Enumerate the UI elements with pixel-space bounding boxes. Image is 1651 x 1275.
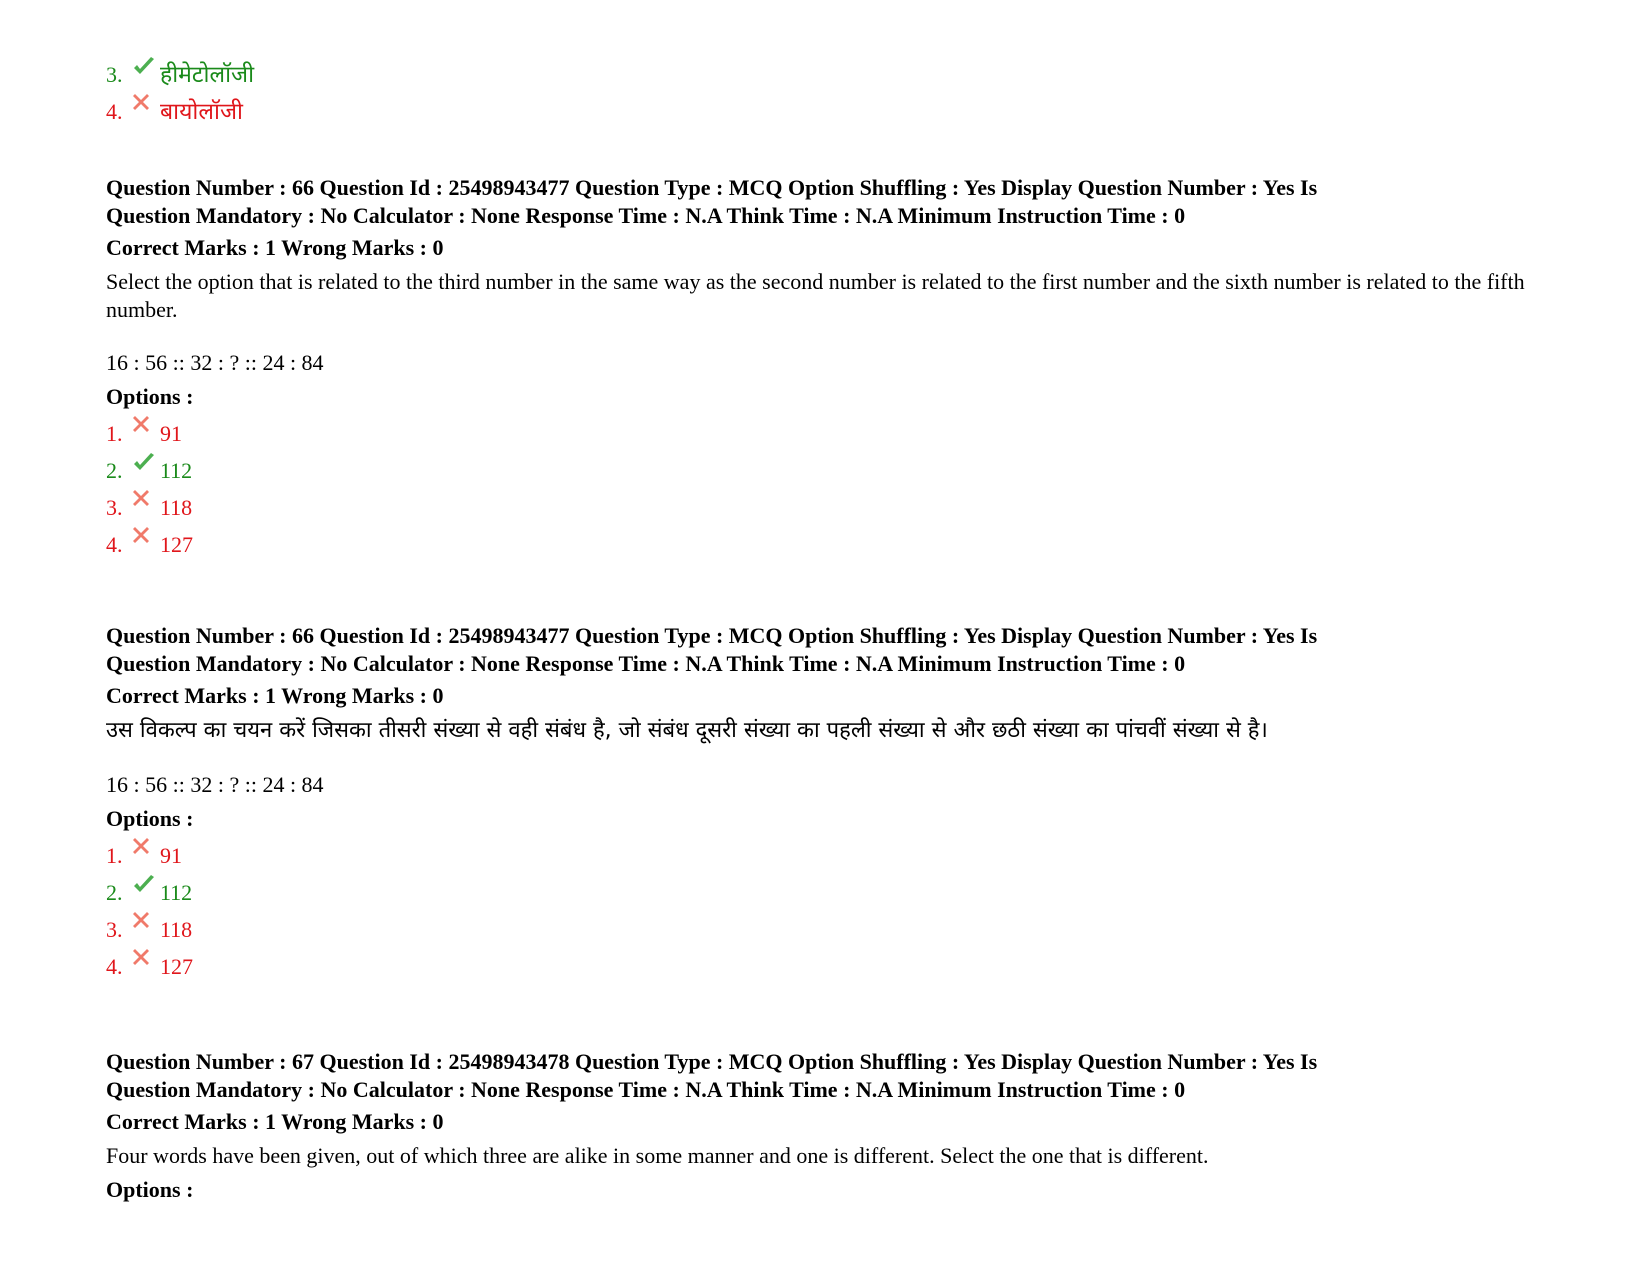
question-block [106,1048,1586,1212]
question-text: उस विकल्प का चयन करें जिसका तीसरी संख्या से वही संबंध है, जो संबंध दूसरी संख्या का पहली संख्या से और छठी संख्या का पांचवीं संख्या से है। [106,718,1268,743]
option-row [106,915,1586,952]
option-number: 1. [106,421,123,446]
option-text: 127 [160,954,193,979]
question-marks: Correct Marks : 1 Wrong Marks : 0 [106,683,444,708]
check-icon [132,452,160,474]
option-text: 91 [160,843,182,868]
options-label: Options : [106,806,194,831]
cross-icon [132,415,160,433]
question-sequence: 16 : 56 :: 32 : ? :: 24 : 84 [106,350,324,375]
question-text: Four words have been given, out of which three are alike in some manner and one is different. Select the one that is different. [106,1143,1209,1168]
cross-icon [132,948,160,966]
question-marks: Correct Marks : 1 Wrong Marks : 0 [106,235,444,260]
question-marks: Correct Marks : 1 Wrong Marks : 0 [106,1109,444,1134]
option-row [106,878,1586,915]
option-text: 112 [160,880,193,905]
option-number: 4. [106,532,123,557]
options-label: Options : [106,1177,194,1202]
cross-icon [132,489,160,507]
cross-icon [132,526,160,544]
question-sequence: 16 : 56 :: 32 : ? :: 24 : 84 [106,772,324,797]
previous-question-options [106,60,1586,134]
option-text: 118 [160,917,193,942]
check-icon [132,874,160,896]
option-number: 2. [106,458,123,483]
option-text: 127 [160,532,193,557]
question-block [106,622,1586,989]
option-number: 4. [106,954,123,979]
option-text: 91 [160,421,182,446]
cross-icon [132,93,160,111]
option-row [106,419,1586,456]
option-row [106,493,1586,530]
cross-icon [132,911,160,929]
option-number: 3. [106,917,123,942]
question-meta-line1: Question Number : 66 Question Id : 25498943477 Question Type : MCQ Option Shuffling : Yes Display Question Number : Yes Is [106,175,1318,200]
option-number: 2. [106,880,123,905]
question-meta-line2: Question Mandatory : No Calculator : None Response Time : N.A Think Time : N.A Minimum Instruction Time : 0 [106,203,1186,228]
question-meta-line1: Question Number : 66 Question Id : 25498943477 Question Type : MCQ Option Shuffling : Yes Display Question Number : Yes Is [106,623,1318,648]
option-text: हीमेटोलॉजी [160,62,255,88]
options-label: Options : [106,384,194,409]
option-row [106,456,1586,493]
option-row [106,841,1586,878]
option-number: 3. [106,62,123,87]
option-number: 3. [106,495,123,520]
check-icon [132,56,160,78]
option-row [106,530,1586,567]
option-text: 112 [160,458,193,483]
question-meta-line2: Question Mandatory : No Calculator : None Response Time : N.A Think Time : N.A Minimum Instruction Time : 0 [106,651,1186,676]
option-row [106,952,1586,989]
option-row [106,60,1586,97]
question-block [106,174,1586,567]
option-text: बायोलॉजी [160,99,243,125]
option-row [106,97,1586,134]
option-number: 4. [106,99,123,124]
option-number: 1. [106,843,123,868]
option-text: 118 [160,495,193,520]
cross-icon [132,837,160,855]
question-meta-line1: Question Number : 67 Question Id : 25498943478 Question Type : MCQ Option Shuffling : Yes Display Question Number : Yes Is [106,1049,1318,1074]
question-meta-line2: Question Mandatory : No Calculator : None Response Time : N.A Think Time : N.A Minimum Instruction Time : 0 [106,1077,1186,1102]
question-text: Select the option that is related to the third number in the same way as the second number is related to the first number and the sixth number is related to the fifth number. [106,269,1525,322]
